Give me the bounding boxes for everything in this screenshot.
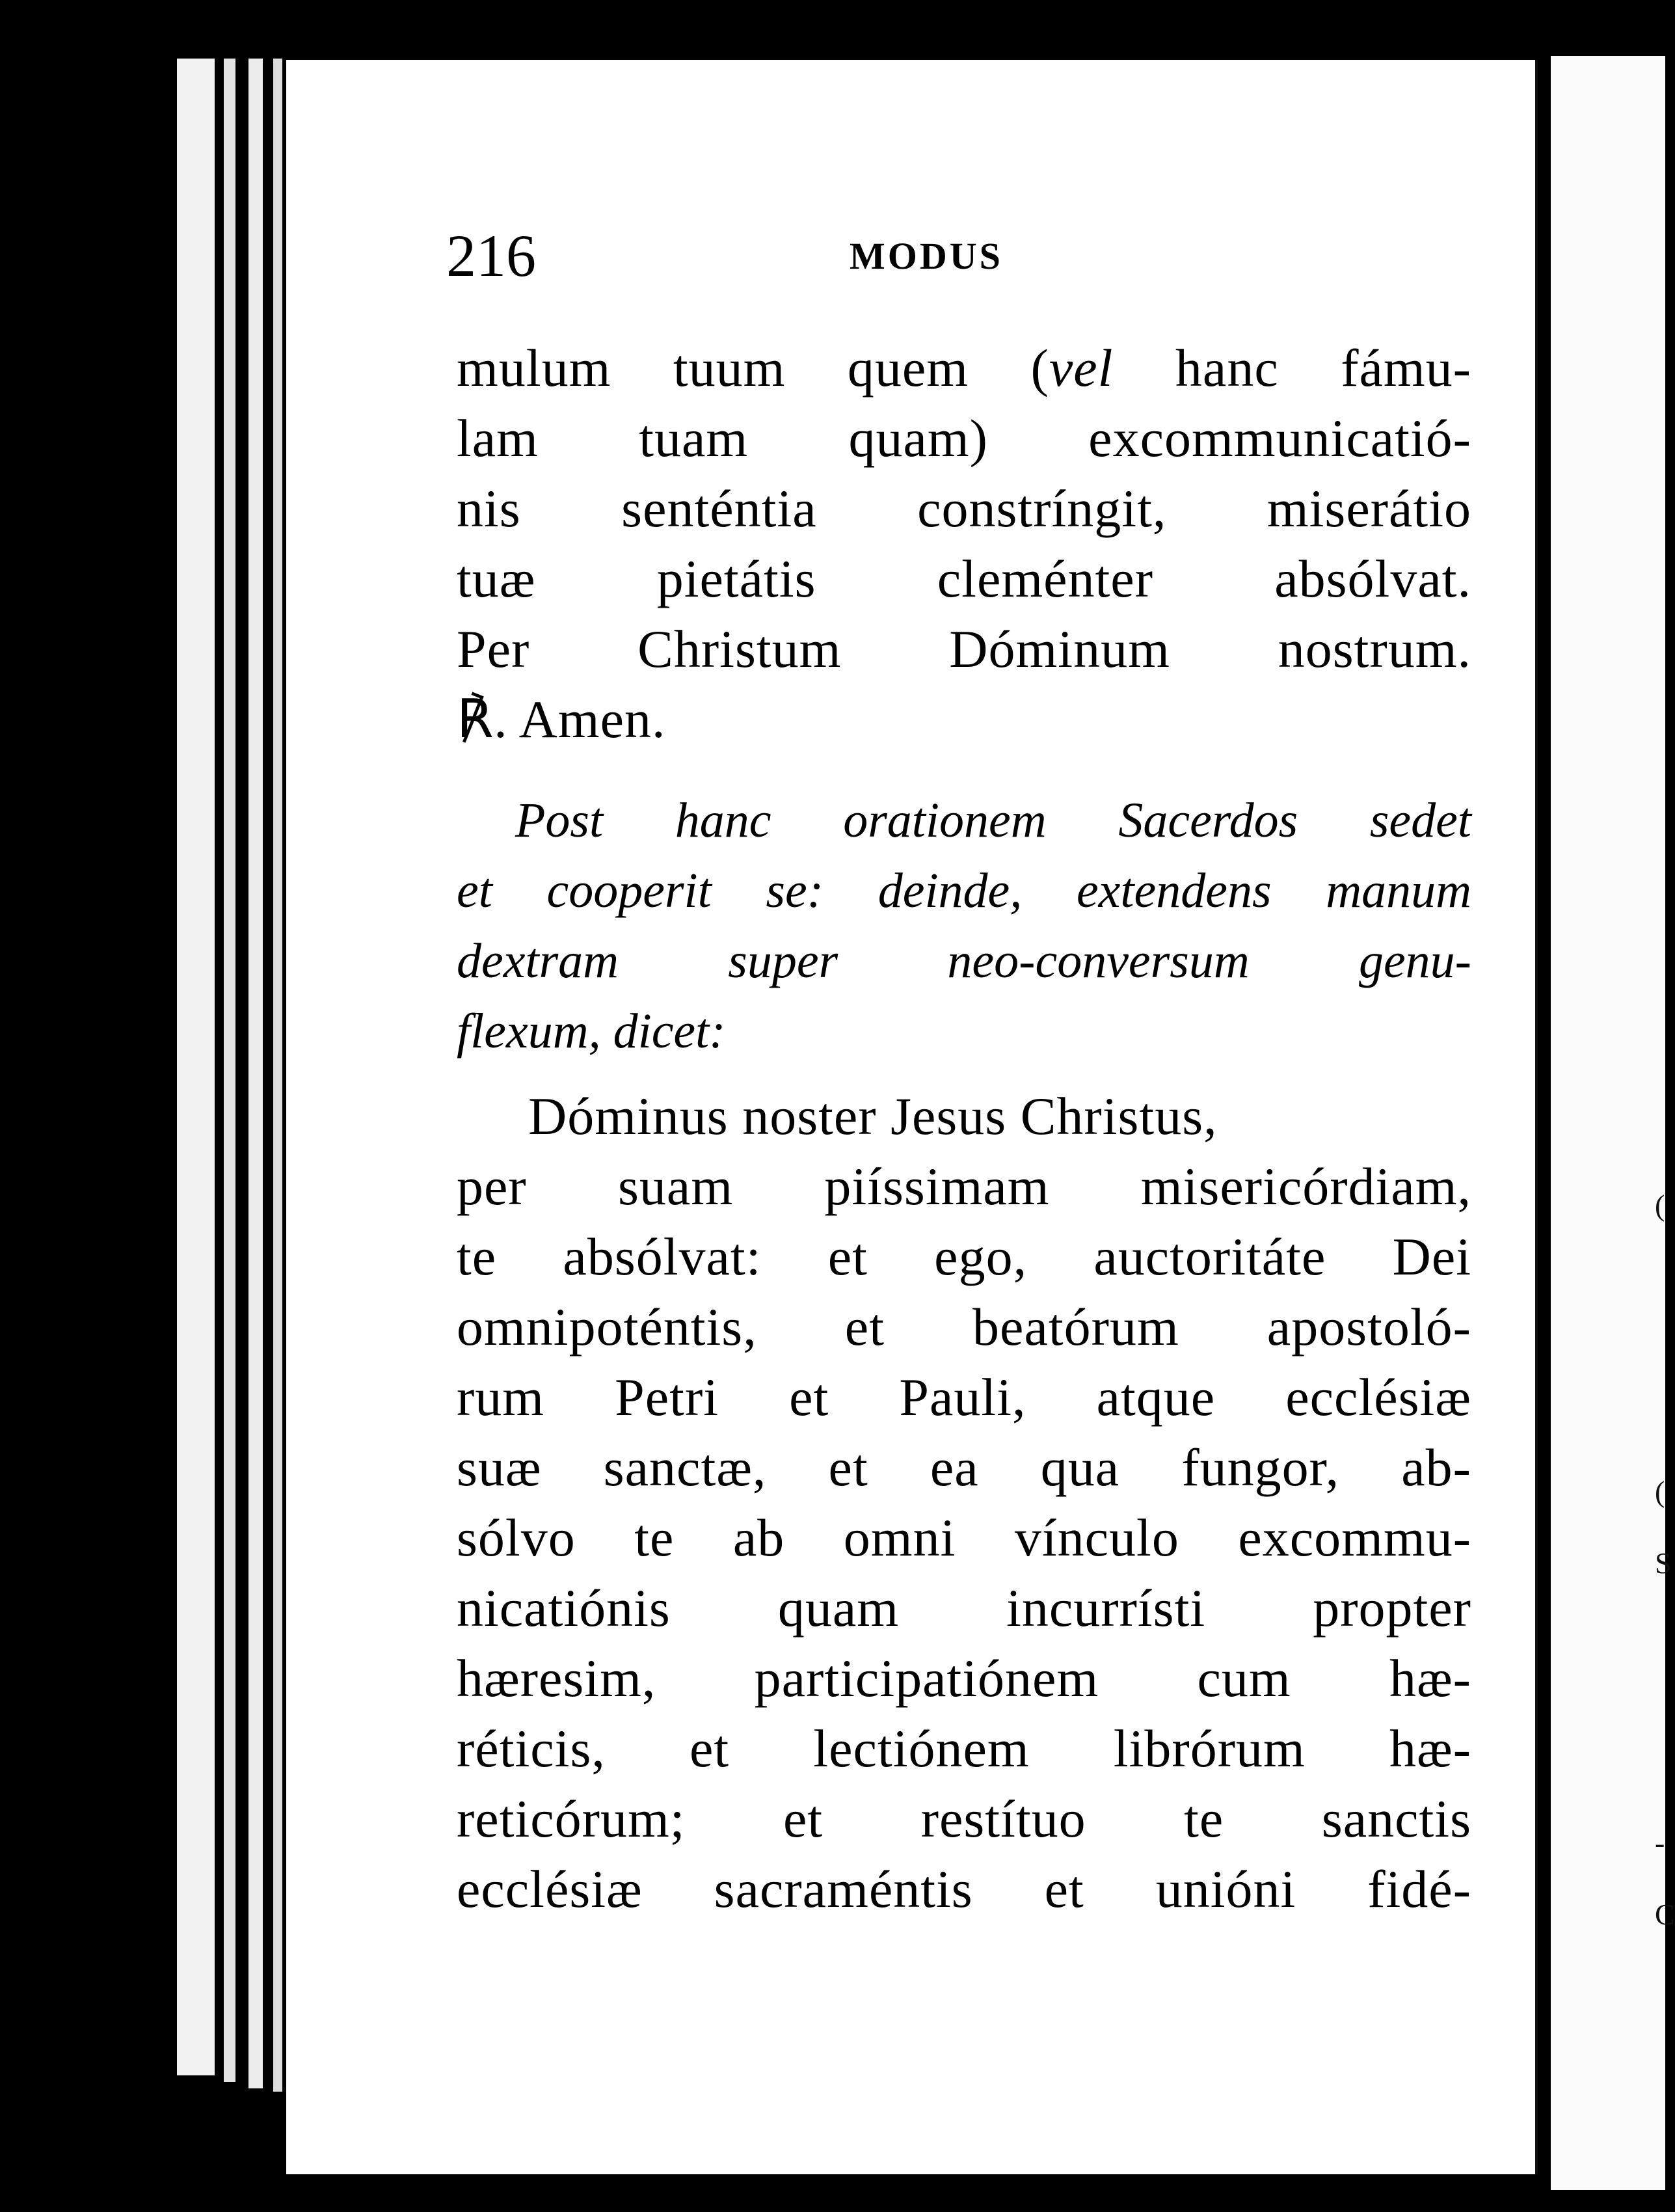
text-line: Per Christum Dóminum nostrum. xyxy=(457,619,1471,679)
text-line: hæresim, participatiónem cum hæ- xyxy=(457,1649,1471,1708)
facing-page-fragment: - xyxy=(1655,1826,1665,1859)
text-line: tuæ pietátis cleménter absólvat. xyxy=(457,549,1471,608)
facing-page-fragment: ( xyxy=(1655,1475,1665,1508)
page-edge xyxy=(273,59,282,2092)
text-line: nis senténtia constríngit, miserátio xyxy=(457,479,1471,538)
facing-page-fragment: ( xyxy=(1655,1189,1665,1222)
page-number: 216 xyxy=(446,223,536,289)
text-line: suæ sanctæ, et ea qua fungor, ab- xyxy=(457,1438,1471,1497)
rubric-paragraph xyxy=(457,785,1471,1066)
facing-page-fragment: C xyxy=(1655,1898,1675,1931)
absolution-paragraph xyxy=(457,1081,1471,1924)
facing-page-fragment: S xyxy=(1655,1546,1672,1580)
text-line: omnipoténtis, et beatórum apostoló- xyxy=(457,1297,1471,1356)
text-line xyxy=(457,333,1471,403)
facing-page xyxy=(1551,56,1675,2190)
response-line: ℟. Amen. xyxy=(457,690,666,749)
rubric-line: et cooperit se: deinde, extendens manum xyxy=(457,863,1471,918)
page-edge xyxy=(248,59,263,2088)
text-line: lam tuam quam) excommunicatió- xyxy=(457,409,1471,468)
text-line: Dóminus noster Jesus Christus, xyxy=(528,1086,1218,1146)
text-line: ecclésiæ sacraméntis et unióni fidé- xyxy=(457,1859,1471,1919)
text-line: rum Petri et Pauli, atque ecclésiæ xyxy=(457,1368,1471,1427)
italic-word: vel xyxy=(1049,338,1114,398)
text-line: reticórum; et restítuo te sanctis xyxy=(457,1789,1471,1848)
text-line: nicatiónis quam incurrísti propter xyxy=(457,1578,1471,1638)
running-head: MODUS xyxy=(850,235,1003,277)
page-edge xyxy=(224,59,235,2082)
text-line: sólvo te ab omni vínculo excommu- xyxy=(457,1508,1471,1567)
text-line: te absólvat: et ego, auctoritáte Dei xyxy=(457,1227,1471,1286)
rubric-line: Post hanc orationem Sacerdos sedet xyxy=(515,793,1471,848)
rubric-line: flexum, dicet: xyxy=(457,1004,726,1059)
prayer-paragraph xyxy=(457,333,1471,755)
text-segment: hanc fámu- xyxy=(1113,338,1471,398)
book-page xyxy=(286,60,1538,2174)
rubric-line: dextram super neo-conversum genu- xyxy=(457,934,1471,988)
text-line: per suam piíssimam misericórdiam, xyxy=(457,1157,1471,1216)
text-segment: mulum tuum quem ( xyxy=(457,338,1049,398)
page-header xyxy=(286,169,1535,289)
page-edge xyxy=(177,59,215,2075)
text-line: réticis, et lectiónem librórum hæ- xyxy=(457,1719,1471,1778)
